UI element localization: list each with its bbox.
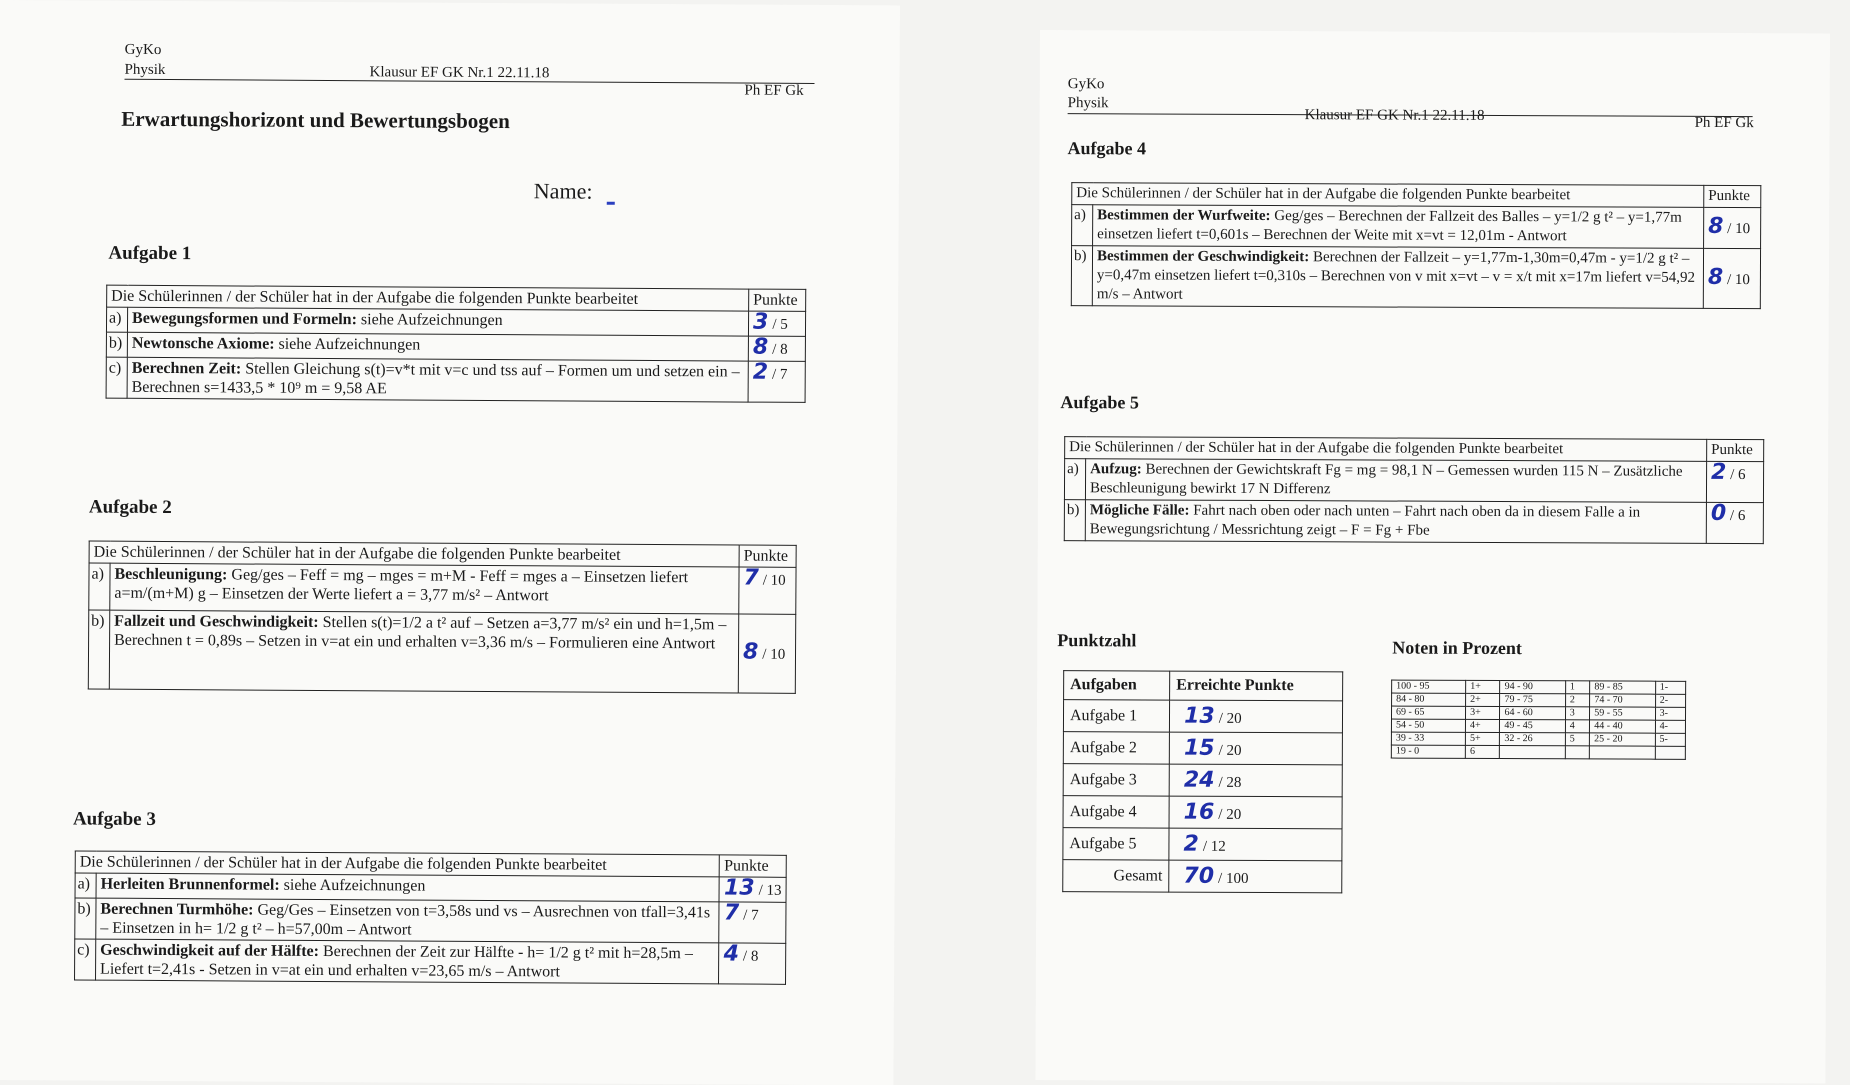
score-handwritten: 8 <box>752 334 769 360</box>
row-criteria <box>109 610 738 693</box>
score-handwritten: 2 <box>1711 459 1727 485</box>
row-label: a) <box>89 563 110 610</box>
grade-mark: 1- <box>1655 681 1685 694</box>
grade-mark: 3- <box>1655 707 1685 720</box>
row-criteria <box>1093 205 1704 249</box>
grade-mark: 6 <box>1465 745 1499 758</box>
grades-row <box>1392 680 1686 694</box>
grade-mark: 5 <box>1565 733 1590 746</box>
grade-mark: 4- <box>1655 720 1685 733</box>
criteria-text: Berechnen der Fallzeit – y=1,77m-1,30m=0,47m - y=1/2 g t² – y=0,47m einsetzen liefert t=0,310s – Berechnen von v mit x=vt – v = x/t mit x=17m liefert v=54,92 m/s – Antwort <box>1096 249 1696 303</box>
subject-name: Physik <box>124 61 166 79</box>
course-code: Ph EF Gk <box>1694 114 1754 132</box>
summary-row <box>1063 732 1342 765</box>
score-handwritten: 13 <box>723 875 755 901</box>
criteria-text: siehe Aufzeichnungen <box>356 311 503 330</box>
row-points <box>739 567 796 614</box>
summary-heading: Punktzahl <box>1057 630 1137 651</box>
criteria-text: Stellen s(t)=1/2 a t² auf – Setzen a=3,77 m/s² ein und h=1,5m – Berechnen t = 0,89s – Setzen in v=at ein und erhalten v=3,36 m/s – Formulieren eine Antwort <box>114 613 727 653</box>
row-criteria <box>1085 500 1706 544</box>
grade-mark: 3 <box>1565 707 1590 720</box>
row-criteria <box>1092 246 1703 309</box>
table-row <box>1064 500 1763 544</box>
score-handwritten: 2 <box>1183 831 1199 857</box>
criteria-text: siehe Aufzeichnungen <box>274 335 421 354</box>
score-handwritten: 24 <box>1183 767 1215 793</box>
grades-table <box>1391 680 1686 760</box>
row-label: a) <box>106 307 127 332</box>
table-row <box>106 357 805 402</box>
summary-points <box>1169 828 1342 861</box>
score-handwritten: 0 <box>1710 500 1727 526</box>
criteria-title: Berechnen Zeit: <box>131 359 242 378</box>
points-header: Punkte <box>739 545 796 567</box>
grade-range: 54 - 50 <box>1391 719 1465 732</box>
points-header: Punkte <box>720 855 787 877</box>
criteria-text: Geg/ges – Berechnen der Fallzeit des Balles – y=1/2 g t² – y=1,77m einsetzen liefert t=0,601s – Berechnen der Weite mit x=vt = 12,01m - Antwort <box>1097 208 1682 245</box>
summary-total-label: Gesamt <box>1063 860 1169 892</box>
summary-row <box>1063 796 1342 829</box>
task-heading: Aufgabe 4 <box>1067 138 1147 159</box>
criteria-text: Fahrt nach oben oder nach unten – Fahrt nach oben da in diesem Falle a in Bewegungsrichtung / Messrichtung zeigt – F = Fg + Fbe <box>1089 502 1641 539</box>
score-max: / 6 <box>1730 467 1746 484</box>
task-heading: Aufgabe 2 <box>88 496 172 519</box>
criteria-title: Fallzeit und Geschwindigkeit: <box>114 612 319 631</box>
ink-mark <box>607 202 615 205</box>
criteria-text: Stellen Gleichung s(t)=v*t mit v=c und tss auf – Formen um und setzen ein – Berechnen s=1433,5 * 10⁹ m = 9,58 AE <box>131 360 740 398</box>
summary-row <box>1063 764 1342 797</box>
score-handwritten: 7 <box>723 900 740 926</box>
row-points <box>748 361 805 402</box>
row-points <box>1704 207 1761 248</box>
row-points <box>1703 248 1760 308</box>
grade-mark: 2+ <box>1466 693 1500 706</box>
score-handwritten: 16 <box>1183 799 1215 825</box>
grade-range: 59 - 55 <box>1590 707 1655 720</box>
summary-row <box>1063 700 1342 733</box>
grade-range: 49 - 45 <box>1500 720 1565 733</box>
row-points <box>719 877 786 902</box>
score-handwritten: 2 <box>752 359 769 385</box>
table-header: Die Schülerinnen / der Schüler hat in der Aufgabe die folgenden Punkte bearbeitet <box>75 851 720 877</box>
score-handwritten: 8 <box>742 639 759 665</box>
row-points <box>719 943 786 984</box>
table-row <box>1072 205 1761 249</box>
grade-range: 69 - 65 <box>1391 706 1465 719</box>
row-criteria <box>96 939 720 984</box>
criteria-title: Herleiten Brunnenformel: <box>100 875 280 894</box>
exam-sheet-right <box>1035 30 1830 1083</box>
score-handwritten: 8 <box>1707 264 1724 290</box>
grade-range: 89 - 85 <box>1590 681 1655 694</box>
score-max: / 28 <box>1218 774 1242 791</box>
row-label: a) <box>75 873 96 898</box>
criteria-title: Aufzug: <box>1090 461 1142 478</box>
summary-table <box>1062 670 1343 893</box>
table-header: Die Schülerinnen / der Schüler hat in der Aufgabe die folgenden Punkte bearbeitet <box>1072 183 1704 208</box>
summary-task-name: Aufgabe 2 <box>1063 732 1169 764</box>
name-label: Name: <box>533 178 593 204</box>
task-heading: Aufgabe 3 <box>72 808 156 830</box>
task-table <box>1064 436 1764 544</box>
criteria-title: Bestimmen der Geschwindigkeit: <box>1096 248 1310 266</box>
grades-row <box>1392 693 1686 707</box>
exam-sheet-left <box>0 0 900 1085</box>
page-title: Erwartungshorizont und Bewertungsbogen <box>121 106 510 134</box>
row-label: b) <box>88 610 109 689</box>
grade-range <box>1590 746 1655 759</box>
points-header: Punkte <box>749 289 806 311</box>
row-label: b) <box>75 898 96 939</box>
table-header-row <box>1072 183 1761 208</box>
score-max: / 7 <box>771 366 788 383</box>
grade-range: 84 - 80 <box>1392 693 1466 706</box>
row-criteria <box>110 563 739 614</box>
score-max: / 20 <box>1218 710 1242 727</box>
score-handwritten: 70 <box>1183 863 1215 889</box>
criteria-title: Newtonsche Axiome: <box>131 334 275 353</box>
summary-points <box>1169 860 1342 893</box>
score-max: / 8 <box>742 948 759 965</box>
row-label: c) <box>75 939 96 980</box>
row-label: b) <box>1064 500 1085 541</box>
score-handwritten: 15 <box>1183 735 1215 761</box>
summary-task-name: Aufgabe 4 <box>1063 796 1169 828</box>
row-criteria <box>127 357 748 402</box>
exam-info: Klausur EF GK Nr.1 22.11.18 <box>1304 107 1485 124</box>
grade-range: 19 - 0 <box>1391 745 1465 758</box>
grade-mark: 2- <box>1655 694 1685 707</box>
score-max: / 8 <box>772 341 788 358</box>
score-handwritten: 3 <box>752 309 769 335</box>
task-table <box>88 541 797 694</box>
summary-points <box>1170 700 1343 733</box>
summary-points <box>1169 732 1342 765</box>
summary-total-row <box>1063 860 1342 893</box>
grade-range: 74 - 70 <box>1590 694 1655 707</box>
row-criteria <box>96 873 720 902</box>
table-row <box>75 939 786 984</box>
score-max: / 100 <box>1218 870 1249 887</box>
score-max: / 20 <box>1218 742 1242 759</box>
summary-row <box>1063 828 1342 861</box>
criteria-text: Berechnen der Zeit zur Hälfte - h= 1/2 g t² mit h=28,5m – Liefert t=2,41s - Setzen in v=at ein und erhalten v=23,65 m/s – Antwort <box>100 942 693 981</box>
grade-mark <box>1565 746 1590 759</box>
row-criteria <box>127 332 748 361</box>
score-max: / 7 <box>743 907 759 924</box>
score-max: / 6 <box>1729 508 1746 525</box>
score-handwritten: 13 <box>1184 703 1215 729</box>
table-row <box>88 610 795 693</box>
row-label: a) <box>1064 459 1085 500</box>
score-max: / 5 <box>772 316 788 333</box>
criteria-title: Beschleunigung: <box>114 565 228 584</box>
course-code: Ph EF Gk <box>744 82 804 99</box>
grade-mark: 1+ <box>1466 680 1500 693</box>
grade-mark: 3+ <box>1466 706 1500 719</box>
summary-task-name: Aufgabe 1 <box>1063 700 1169 732</box>
school-name: GyKo <box>124 41 162 58</box>
table-header: Die Schülerinnen / der Schüler hat in der Aufgabe die folgenden Punkte bearbeitet <box>89 541 739 567</box>
grade-range: 39 - 33 <box>1391 732 1465 745</box>
criteria-title: Berechnen Turmhöhe: <box>100 900 254 919</box>
criteria-text: siehe Aufzeichnungen <box>279 876 426 895</box>
task-heading: Aufgabe 5 <box>1060 392 1139 413</box>
grade-range: 79 - 75 <box>1500 694 1565 707</box>
row-points <box>748 336 805 361</box>
grade-mark: 5- <box>1655 733 1685 746</box>
grade-mark: 2 <box>1565 694 1590 707</box>
row-criteria <box>96 898 720 943</box>
summary-col-tasks: Aufgaben <box>1064 671 1170 700</box>
grades-row <box>1391 732 1685 746</box>
table-header: Die Schülerinnen / der Schüler hat in der Aufgabe die folgenden Punkte bearbeitet <box>107 285 749 311</box>
score-max: / 13 <box>758 882 782 899</box>
row-points <box>748 311 805 336</box>
table-row <box>75 898 786 943</box>
school-name: GyKo <box>1067 76 1105 93</box>
summary-task-name: Aufgabe 5 <box>1063 828 1169 860</box>
grades-row <box>1391 719 1685 733</box>
row-criteria <box>1085 459 1706 503</box>
summary-task-name: Aufgabe 3 <box>1063 764 1169 796</box>
task-table <box>74 850 787 984</box>
score-handwritten: 8 <box>1708 213 1724 239</box>
criteria-title: Geschwindigkeit auf der Hälfte: <box>100 941 320 960</box>
grade-range: 100 - 95 <box>1392 680 1466 693</box>
table-row <box>89 563 796 614</box>
table-header: Die Schülerinnen / der Schüler hat in der Aufgabe die folgenden Punkte bearbeitet <box>1065 437 1707 462</box>
grades-row <box>1391 706 1685 720</box>
points-header: Punkte <box>1707 439 1764 461</box>
grade-mark: 5+ <box>1465 732 1499 745</box>
grade-mark: 4 <box>1565 720 1590 733</box>
grade-mark: 4+ <box>1466 719 1500 732</box>
table-row <box>1064 459 1763 503</box>
criteria-title: Bestimmen der Wurfweite: <box>1097 207 1271 225</box>
score-max: / 10 <box>1727 221 1751 238</box>
row-points <box>1706 502 1763 543</box>
grade-range: 32 - 26 <box>1500 733 1565 746</box>
score-max: / 10 <box>762 646 786 663</box>
row-label: b) <box>1071 246 1092 306</box>
exam-info: Klausur EF GK Nr.1 22.11.18 <box>369 64 550 82</box>
row-points <box>738 614 795 693</box>
grades-row <box>1391 745 1685 759</box>
row-points <box>1706 461 1763 502</box>
subject-name: Physik <box>1067 95 1109 112</box>
row-label: a) <box>1072 205 1093 246</box>
criteria-text: Berechnen der Gewichtskraft Fg = mg = 98,1 N – Gemessen wurden 115 N – Zusätzliche Beschleunigung bewirkt 17 N Differenz <box>1089 461 1683 498</box>
grades-heading: Noten in Prozent <box>1392 637 1523 659</box>
task-heading: Aufgabe 1 <box>108 242 192 265</box>
row-points <box>719 902 786 943</box>
table-row <box>1071 246 1760 309</box>
table-header-row <box>1065 437 1764 462</box>
criteria-text: Geg/ges – Feff = mg – mges = m+M - Feff = mges a – Einsetzen liefert a=m/(m+M) g – Einsetzen der Werte liefert a = 3,77 m/s² – Antwort <box>114 566 689 605</box>
criteria-title: Mögliche Fälle: <box>1089 502 1190 519</box>
summary-points <box>1169 796 1342 829</box>
grade-mark: 1 <box>1565 681 1590 694</box>
score-max: / 20 <box>1218 806 1242 823</box>
criteria-text: Geg/Ges – Einsetzen von t=3,58s und vs – Ausrechnen von tfall=3,41s – Einsetzen in h= 1/2 g t² – h=57,00m – Antwort <box>100 901 711 939</box>
grade-range: 25 - 20 <box>1590 733 1655 746</box>
task-table <box>1071 182 1762 309</box>
row-label: b) <box>106 332 127 357</box>
points-header: Punkte <box>1704 185 1761 207</box>
score-handwritten: 4 <box>723 941 740 967</box>
criteria-title: Bewegungsformen und Formeln: <box>132 309 357 329</box>
grade-range: 44 - 40 <box>1590 720 1655 733</box>
grade-range: 94 - 90 <box>1500 681 1565 694</box>
summary-points <box>1169 764 1342 797</box>
score-max: / 10 <box>1726 271 1750 288</box>
score-max: / 10 <box>762 572 786 589</box>
summary-header-row <box>1064 671 1343 701</box>
score-handwritten: 7 <box>743 565 759 591</box>
row-criteria <box>127 307 748 336</box>
score-max: / 12 <box>1202 838 1226 855</box>
grade-mark <box>1655 746 1685 759</box>
summary-col-points: Erreichte Punkte <box>1170 671 1343 701</box>
grade-range: 64 - 60 <box>1500 707 1565 720</box>
task-table <box>106 285 807 403</box>
grade-range <box>1500 746 1565 759</box>
row-label: c) <box>106 357 127 398</box>
